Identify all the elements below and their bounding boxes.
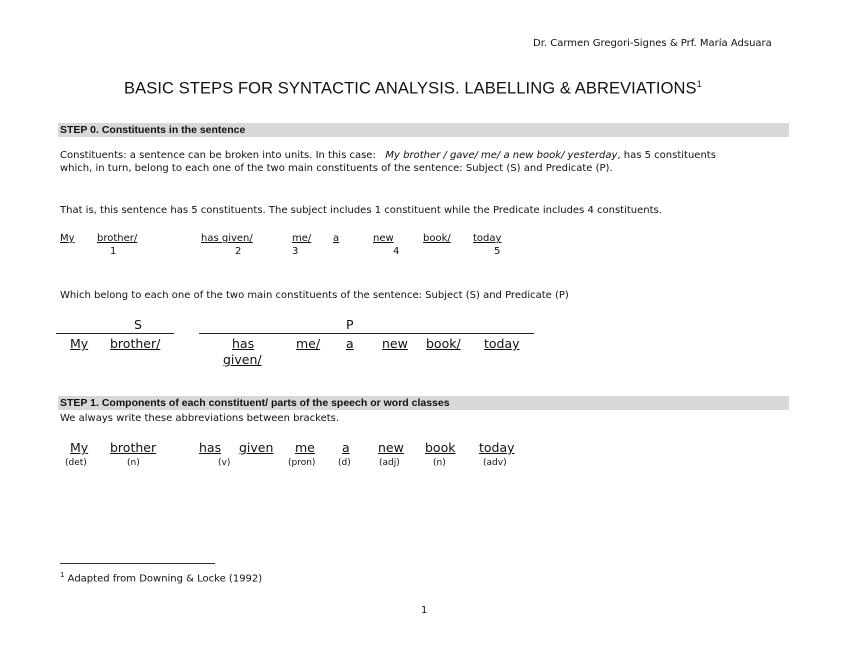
pos-word-brother: brother bbox=[110, 440, 157, 455]
step1-heading: STEP 1. Components of each constituent/ parts of the speech or word classes bbox=[60, 397, 450, 409]
constituent-number-4: 4 bbox=[393, 246, 400, 257]
pos-label-noun-2: (n) bbox=[433, 458, 446, 468]
footnote-mark: 1 bbox=[60, 571, 65, 579]
step0-para1-line2: which, in turn, belong to each one of the two main constituents of the sentence: Subject (S) and Predicate (P). bbox=[60, 163, 613, 174]
tree-word-today: today bbox=[484, 336, 520, 351]
footnote bbox=[60, 569, 262, 585]
step1-note: We always write these abbreviations between brackets. bbox=[60, 413, 340, 424]
step0-para3: Which belong to each one of the two main constituents of the sentence: Subject (S) and Predicate (P) bbox=[60, 290, 569, 301]
pos-word-me: me bbox=[295, 440, 315, 455]
word-a: a bbox=[333, 233, 340, 244]
step1-heading-bar bbox=[58, 396, 789, 410]
tree-word-new: new bbox=[382, 336, 408, 351]
tree-word-my: My bbox=[70, 336, 89, 351]
word-brother: brother/ bbox=[97, 233, 138, 244]
page-number: 1 bbox=[421, 605, 428, 616]
step0-heading: STEP 0. Constituents in the sentence bbox=[60, 124, 246, 136]
constituent-number-5: 5 bbox=[494, 246, 501, 257]
pos-label-pron: (pron) bbox=[288, 458, 316, 468]
word-me: me/ bbox=[292, 233, 312, 244]
step0-para1-end: , has 5 constituents bbox=[617, 150, 716, 161]
step0-para1 bbox=[60, 149, 716, 162]
step0-para1-example: My brother / gave/ me/ a new book/ yesterday bbox=[385, 150, 618, 161]
pos-label-noun: (n) bbox=[127, 458, 140, 468]
pos-word-book: book bbox=[425, 440, 456, 455]
page-title bbox=[124, 79, 702, 99]
word-today: today bbox=[473, 233, 502, 244]
constituent-number-3: 3 bbox=[292, 246, 299, 257]
pos-word-has: has bbox=[199, 440, 222, 455]
tree-word-me: me/ bbox=[296, 336, 321, 351]
title-footnote-mark: 1 bbox=[696, 79, 702, 89]
tree-word-has: has bbox=[232, 336, 255, 351]
pos-label-adj: (adj) bbox=[379, 458, 400, 468]
subject-label: S bbox=[134, 317, 142, 332]
header-authors: Dr. Carmen Gregori-Signes & Prf. María Adsuara bbox=[533, 38, 772, 49]
predicate-line bbox=[199, 333, 534, 334]
step0-para1-start: Constituents: a sentence can be broken into units. In this case: bbox=[60, 150, 376, 161]
tree-word-brother: brother/ bbox=[110, 336, 161, 351]
footnote-divider bbox=[60, 563, 215, 564]
tree-word-a: a bbox=[346, 336, 354, 351]
pos-word-given: given bbox=[239, 440, 274, 455]
pos-label-det: (det) bbox=[65, 458, 87, 468]
step0-heading-bar bbox=[58, 123, 789, 137]
pos-label-d: (d) bbox=[338, 458, 351, 468]
footnote-text: Adapted from Downing & Locke (1992) bbox=[67, 573, 263, 585]
tree-word-book: book/ bbox=[426, 336, 461, 351]
page-title-text: BASIC STEPS FOR SYNTACTIC ANALYSIS. LABELLING & ABREVIATIONS bbox=[124, 79, 697, 98]
word-book: book/ bbox=[423, 233, 451, 244]
predicate-label: P bbox=[346, 317, 354, 332]
step0-para2: That is, this sentence has 5 constituents. The subject includes 1 constituent while the Predicate includes 4 constituents. bbox=[60, 205, 662, 216]
word-has-given: has given/ bbox=[201, 233, 253, 244]
pos-word-a: a bbox=[342, 440, 350, 455]
subject-line bbox=[56, 333, 174, 334]
pos-word-new: new bbox=[378, 440, 404, 455]
pos-word-today: today bbox=[479, 440, 515, 455]
constituent-number-2: 2 bbox=[235, 246, 242, 257]
constituent-number-1: 1 bbox=[110, 246, 117, 257]
word-new: new bbox=[373, 233, 394, 244]
tree-word-given: given/ bbox=[223, 352, 262, 367]
pos-label-verb: (v) bbox=[218, 458, 231, 468]
pos-label-adv: (adv) bbox=[483, 458, 507, 468]
word-my: My bbox=[60, 233, 75, 244]
pos-word-my: My bbox=[70, 440, 89, 455]
